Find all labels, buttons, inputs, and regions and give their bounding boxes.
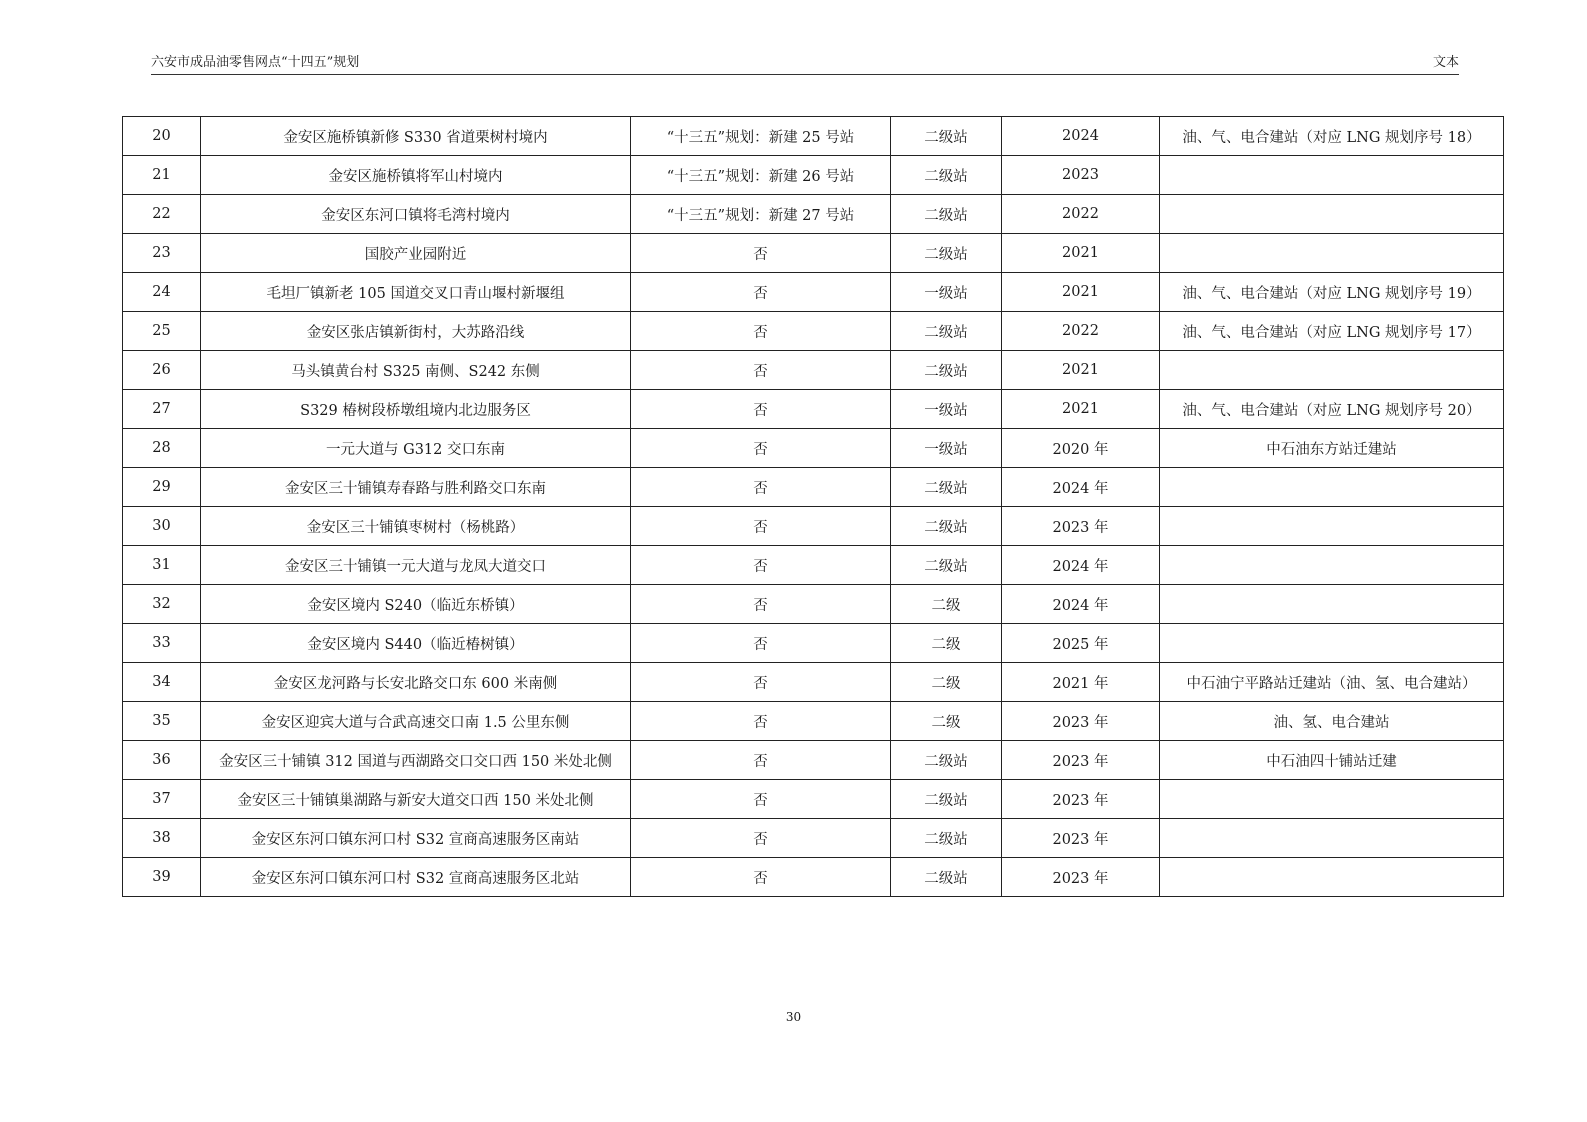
year-cell: 2024 bbox=[1002, 117, 1160, 156]
table-row bbox=[123, 312, 1504, 351]
station-grade-cell: 二级站 bbox=[891, 351, 1002, 390]
station-grade-cell: 二级站 bbox=[891, 858, 1002, 897]
table-row bbox=[123, 819, 1504, 858]
year-cell: 2022 bbox=[1002, 195, 1160, 234]
station-grade-cell: 二级站 bbox=[891, 234, 1002, 273]
location-cell: 金安区龙河路与长安北路交口东 600 米南侧 bbox=[201, 663, 631, 702]
plan-status-cell: 否 bbox=[631, 858, 891, 897]
row-number-cell: 38 bbox=[123, 819, 201, 858]
note-cell bbox=[1160, 507, 1504, 546]
row-number-cell: 29 bbox=[123, 468, 201, 507]
location-cell: 金安区三十铺镇 312 国道与西湖路交口交口西 150 米处北侧 bbox=[201, 741, 631, 780]
station-grade-cell: 二级 bbox=[891, 585, 1002, 624]
document-title: 六安市成品油零售网点“十四五”规划 bbox=[151, 55, 360, 70]
location-cell: 国胶产业园附近 bbox=[201, 234, 631, 273]
table-row bbox=[123, 468, 1504, 507]
plan-status-cell: “十三五”规划：新建 27 号站 bbox=[631, 195, 891, 234]
station-grade-cell: 二级 bbox=[891, 663, 1002, 702]
row-number-cell: 37 bbox=[123, 780, 201, 819]
row-number-cell: 28 bbox=[123, 429, 201, 468]
plan-status-cell: 否 bbox=[631, 546, 891, 585]
row-number-cell: 33 bbox=[123, 624, 201, 663]
station-grade-cell: 二级 bbox=[891, 624, 1002, 663]
year-cell: 2021 bbox=[1002, 273, 1160, 312]
location-cell: 金安区三十铺镇寿春路与胜利路交口东南 bbox=[201, 468, 631, 507]
plan-status-cell: 否 bbox=[631, 663, 891, 702]
station-grade-cell: 二级 bbox=[891, 702, 1002, 741]
location-cell: 马头镇黄台村 S325 南侧、S242 东侧 bbox=[201, 351, 631, 390]
location-cell: 一元大道与 G312 交口东南 bbox=[201, 429, 631, 468]
year-cell: 2023 bbox=[1002, 156, 1160, 195]
table-row bbox=[123, 585, 1504, 624]
note-cell bbox=[1160, 351, 1504, 390]
row-number-cell: 27 bbox=[123, 390, 201, 429]
location-cell: 毛坦厂镇新老 105 国道交叉口青山堰村新堰组 bbox=[201, 273, 631, 312]
table-row bbox=[123, 390, 1504, 429]
year-cell: 2023 年 bbox=[1002, 741, 1160, 780]
location-cell: 金安区东河口镇将毛湾村境内 bbox=[201, 195, 631, 234]
row-number-cell: 22 bbox=[123, 195, 201, 234]
plan-status-cell: 否 bbox=[631, 468, 891, 507]
station-grade-cell: 二级站 bbox=[891, 195, 1002, 234]
note-cell bbox=[1160, 819, 1504, 858]
row-number-cell: 32 bbox=[123, 585, 201, 624]
location-cell: 金安区迎宾大道与合武高速交口南 1.5 公里东侧 bbox=[201, 702, 631, 741]
year-cell: 2020 年 bbox=[1002, 429, 1160, 468]
year-cell: 2021 bbox=[1002, 234, 1160, 273]
year-cell: 2021 bbox=[1002, 351, 1160, 390]
table-row bbox=[123, 195, 1504, 234]
year-cell: 2023 年 bbox=[1002, 702, 1160, 741]
table-row bbox=[123, 351, 1504, 390]
year-cell: 2025 年 bbox=[1002, 624, 1160, 663]
location-cell: 金安区境内 S240（临近东桥镇） bbox=[201, 585, 631, 624]
year-cell: 2024 年 bbox=[1002, 468, 1160, 507]
station-grade-cell: 二级站 bbox=[891, 312, 1002, 351]
plan-status-cell: 否 bbox=[631, 234, 891, 273]
location-cell: 金安区三十铺镇一元大道与龙凤大道交口 bbox=[201, 546, 631, 585]
row-number-cell: 31 bbox=[123, 546, 201, 585]
note-cell bbox=[1160, 780, 1504, 819]
plan-status-cell: 否 bbox=[631, 702, 891, 741]
station-grade-cell: 二级站 bbox=[891, 156, 1002, 195]
station-table-body bbox=[123, 117, 1504, 897]
station-grade-cell: 二级站 bbox=[891, 468, 1002, 507]
plan-status-cell: 否 bbox=[631, 390, 891, 429]
station-grade-cell: 二级站 bbox=[891, 780, 1002, 819]
station-grade-cell: 二级站 bbox=[891, 507, 1002, 546]
station-grade-cell: 一级站 bbox=[891, 429, 1002, 468]
note-cell bbox=[1160, 624, 1504, 663]
plan-status-cell: 否 bbox=[631, 273, 891, 312]
location-cell: 金安区施桥镇新修 S330 省道栗树村境内 bbox=[201, 117, 631, 156]
row-number-cell: 30 bbox=[123, 507, 201, 546]
plan-status-cell: 否 bbox=[631, 780, 891, 819]
year-cell: 2021 bbox=[1002, 390, 1160, 429]
plan-status-cell: 否 bbox=[631, 429, 891, 468]
plan-status-cell: 否 bbox=[631, 741, 891, 780]
plan-status-cell: 否 bbox=[631, 585, 891, 624]
station-grade-cell: 二级站 bbox=[891, 819, 1002, 858]
table-row bbox=[123, 507, 1504, 546]
station-grade-cell: 二级站 bbox=[891, 117, 1002, 156]
table-row bbox=[123, 858, 1504, 897]
location-cell: S329 椿树段桥墩组境内北边服务区 bbox=[201, 390, 631, 429]
row-number-cell: 20 bbox=[123, 117, 201, 156]
note-cell: 中石油东方站迁建站 bbox=[1160, 429, 1504, 468]
table-row bbox=[123, 117, 1504, 156]
note-cell: 中石油四十铺站迁建 bbox=[1160, 741, 1504, 780]
station-grade-cell: 二级站 bbox=[891, 741, 1002, 780]
plan-status-cell: 否 bbox=[631, 312, 891, 351]
plan-status-cell: “十三五”规划：新建 26 号站 bbox=[631, 156, 891, 195]
year-cell: 2023 年 bbox=[1002, 780, 1160, 819]
year-cell: 2021 年 bbox=[1002, 663, 1160, 702]
note-cell: 中石油宁平路站迁建站（油、氢、电合建站） bbox=[1160, 663, 1504, 702]
location-cell: 金安区东河口镇东河口村 S32 宣商高速服务区南站 bbox=[201, 819, 631, 858]
plan-status-cell: 否 bbox=[631, 351, 891, 390]
plan-status-cell: 否 bbox=[631, 624, 891, 663]
page-header bbox=[151, 56, 1459, 75]
table-row bbox=[123, 663, 1504, 702]
table-row bbox=[123, 702, 1504, 741]
row-number-cell: 34 bbox=[123, 663, 201, 702]
year-cell: 2022 bbox=[1002, 312, 1160, 351]
row-number-cell: 39 bbox=[123, 858, 201, 897]
note-cell: 油、气、电合建站（对应 LNG 规划序号 17） bbox=[1160, 312, 1504, 351]
row-number-cell: 21 bbox=[123, 156, 201, 195]
location-cell: 金安区张店镇新街村，大苏路沿线 bbox=[201, 312, 631, 351]
row-number-cell: 25 bbox=[123, 312, 201, 351]
plan-status-cell: 否 bbox=[631, 819, 891, 858]
station-table bbox=[122, 116, 1504, 897]
year-cell: 2023 年 bbox=[1002, 507, 1160, 546]
location-cell: 金安区境内 S440（临近椿树镇） bbox=[201, 624, 631, 663]
note-cell bbox=[1160, 858, 1504, 897]
year-cell: 2023 年 bbox=[1002, 858, 1160, 897]
table-row bbox=[123, 156, 1504, 195]
note-cell: 油、气、电合建站（对应 LNG 规划序号 18） bbox=[1160, 117, 1504, 156]
note-cell: 油、气、电合建站（对应 LNG 规划序号 20） bbox=[1160, 390, 1504, 429]
table-row bbox=[123, 429, 1504, 468]
year-cell: 2024 年 bbox=[1002, 546, 1160, 585]
station-grade-cell: 二级站 bbox=[891, 546, 1002, 585]
table-row bbox=[123, 741, 1504, 780]
table-row bbox=[123, 546, 1504, 585]
table-row bbox=[123, 780, 1504, 819]
note-cell bbox=[1160, 195, 1504, 234]
table-row bbox=[123, 234, 1504, 273]
station-grade-cell: 一级站 bbox=[891, 390, 1002, 429]
plan-status-cell: 否 bbox=[631, 507, 891, 546]
note-cell bbox=[1160, 468, 1504, 507]
station-grade-cell: 一级站 bbox=[891, 273, 1002, 312]
year-cell: 2024 年 bbox=[1002, 585, 1160, 624]
note-cell bbox=[1160, 546, 1504, 585]
row-number-cell: 35 bbox=[123, 702, 201, 741]
location-cell: 金安区东河口镇东河口村 S32 宣商高速服务区北站 bbox=[201, 858, 631, 897]
table-row bbox=[123, 624, 1504, 663]
plan-status-cell: “十三五”规划：新建 25 号站 bbox=[631, 117, 891, 156]
location-cell: 金安区三十铺镇巢湖路与新安大道交口西 150 米处北侧 bbox=[201, 780, 631, 819]
note-cell: 油、气、电合建站（对应 LNG 规划序号 19） bbox=[1160, 273, 1504, 312]
location-cell: 金安区施桥镇将军山村境内 bbox=[201, 156, 631, 195]
header-right-label: 文本 bbox=[1432, 55, 1459, 70]
row-number-cell: 23 bbox=[123, 234, 201, 273]
note-cell bbox=[1160, 585, 1504, 624]
note-cell bbox=[1160, 156, 1504, 195]
note-cell: 油、氢、电合建站 bbox=[1160, 702, 1504, 741]
year-cell: 2023 年 bbox=[1002, 819, 1160, 858]
note-cell bbox=[1160, 234, 1504, 273]
table-row bbox=[123, 273, 1504, 312]
location-cell: 金安区三十铺镇枣树村（杨桃路） bbox=[201, 507, 631, 546]
page-number: 30 bbox=[785, 1010, 802, 1024]
row-number-cell: 24 bbox=[123, 273, 201, 312]
row-number-cell: 36 bbox=[123, 741, 201, 780]
row-number-cell: 26 bbox=[123, 351, 201, 390]
